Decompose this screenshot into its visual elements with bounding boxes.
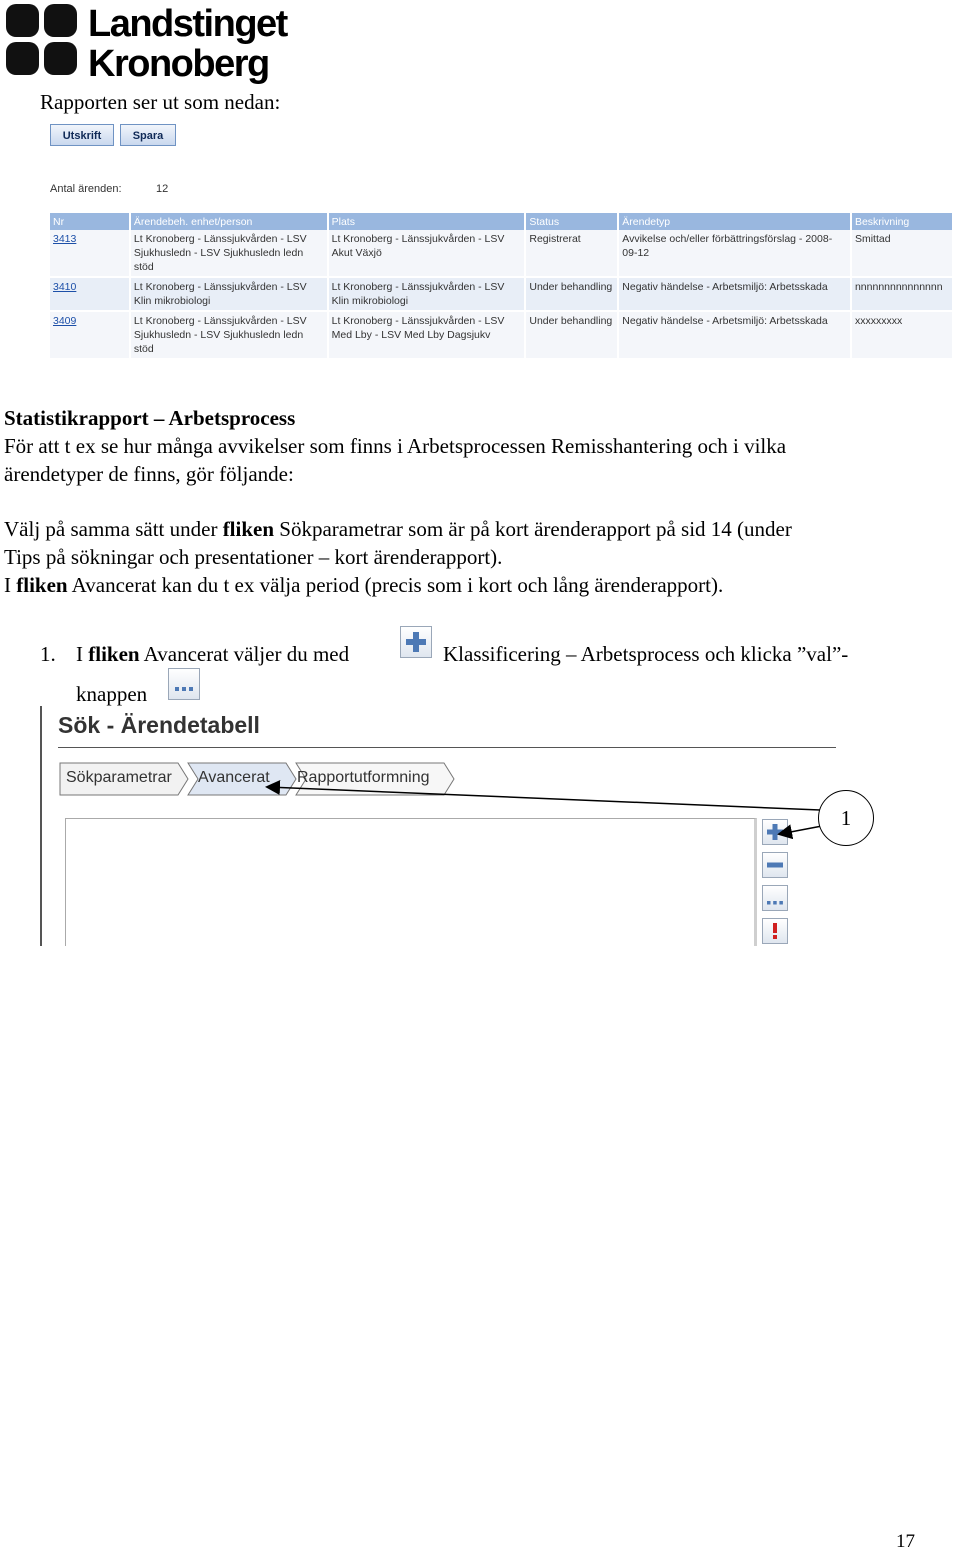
page-number: 17 (896, 1531, 915, 1552)
tab-avancerat[interactable]: Avancerat (198, 769, 270, 786)
text-run: Välj på samma sätt under (4, 517, 223, 541)
table-cell: Lt Kronoberg - Länssjukvården - LSV Sjukhusledn - LSV Sjukhusledn ledn stöd (130, 311, 328, 359)
section-heading: Statistikrapport – Arbetsprocess (4, 406, 296, 430)
table-cell: Lt Kronoberg - Länssjukvården - LSV Med Lby - LSV Med Lby Dagsjukv (328, 311, 526, 359)
step-number: 1. (40, 642, 56, 666)
case-number-link[interactable]: 3410 (50, 277, 130, 311)
paragraph-line: ärendetyper de finns, gör följande: (4, 462, 294, 486)
column-header[interactable]: Ärendetyp (618, 213, 851, 230)
paragraph-line: Tips på sökningar och presentationer – kort ärenderapport). (4, 545, 503, 569)
table-cell: nnnnnnnnnnnnnnn (851, 277, 953, 311)
column-header[interactable]: Nr (50, 213, 130, 230)
table-cell: Under behandling (525, 277, 618, 311)
column-header[interactable]: Plats (328, 213, 526, 230)
tab-sokparametrar[interactable]: Sökparametrar (66, 769, 172, 786)
table-cell: Lt Kronoberg - Länssjukvården - LSV Klin mikrobiologi (130, 277, 328, 311)
paragraph-line: För att t ex se hur många avvikelser som finns i Arbetsprocessen Remisshantering och i vilka (4, 434, 787, 458)
table-cell: Registrerat (525, 230, 618, 277)
step-text-line-2: knappen (76, 682, 148, 706)
table-cell: Negativ händelse - Arbetsmiljö: Arbetsskada (618, 311, 851, 359)
case-count-label: Antal ärenden: (50, 183, 122, 195)
table-cell: Lt Kronoberg - Länssjukvården - LSV Akut Växjö (328, 230, 526, 277)
column-header[interactable]: Ärendebeh. enhet/person (130, 213, 328, 230)
logo-line-1: Landstinget (88, 3, 287, 45)
case-number-link[interactable]: 3409 (50, 311, 130, 359)
tab-rapportutformning[interactable]: Rapportutformning (297, 769, 430, 786)
bold-text: fliken (16, 573, 68, 597)
table-cell: Smittad (851, 230, 953, 277)
bold-text: fliken (222, 517, 275, 541)
text-run: I (4, 573, 17, 597)
table-cell: Lt Kronoberg - Länssjukvården - LSV Klin mikrobiologi (328, 277, 526, 311)
table-cell: Under behandling (525, 311, 618, 359)
table-cell: Avvikelse och/eller förbättringsförslag - 2008-09-12 (618, 230, 851, 277)
step-text-continued: Klassificering – Arbetsprocess och klicka ”val”- (443, 642, 849, 666)
text-run: I (76, 642, 89, 666)
bold-text: fliken (88, 642, 140, 666)
text-run: Avancerat kan du t ex välja period (precis som i kort och lång ärenderapport). (67, 573, 724, 597)
text-run: Sökparametrar som är på kort ärenderapport på sid 14 (under (274, 517, 792, 541)
logo-line-2: Kronoberg (88, 43, 269, 85)
table-cell: Lt Kronoberg - Länssjukvården - LSV Sjukhusledn - LSV Sjukhusledn ledn stöd (130, 230, 328, 277)
print-button[interactable]: Utskrift (50, 124, 114, 146)
save-button[interactable]: Spara (120, 124, 176, 146)
table-cell: xxxxxxxxx (851, 311, 953, 359)
case-count-value: 12 (156, 183, 169, 195)
column-header[interactable]: Beskrivning (851, 213, 953, 230)
column-header[interactable]: Status (525, 213, 618, 230)
case-number-link[interactable]: 3413 (50, 230, 130, 277)
intro-text: Rapporten ser ut som nedan: (40, 90, 281, 114)
search-title: Sök - Ärendetabell (58, 712, 260, 738)
table-cell: Negativ händelse - Arbetsmiljö: Arbetsskada (618, 277, 851, 311)
callout-number: 1 (818, 790, 874, 846)
text-run: Avancerat väljer du med (139, 642, 350, 666)
